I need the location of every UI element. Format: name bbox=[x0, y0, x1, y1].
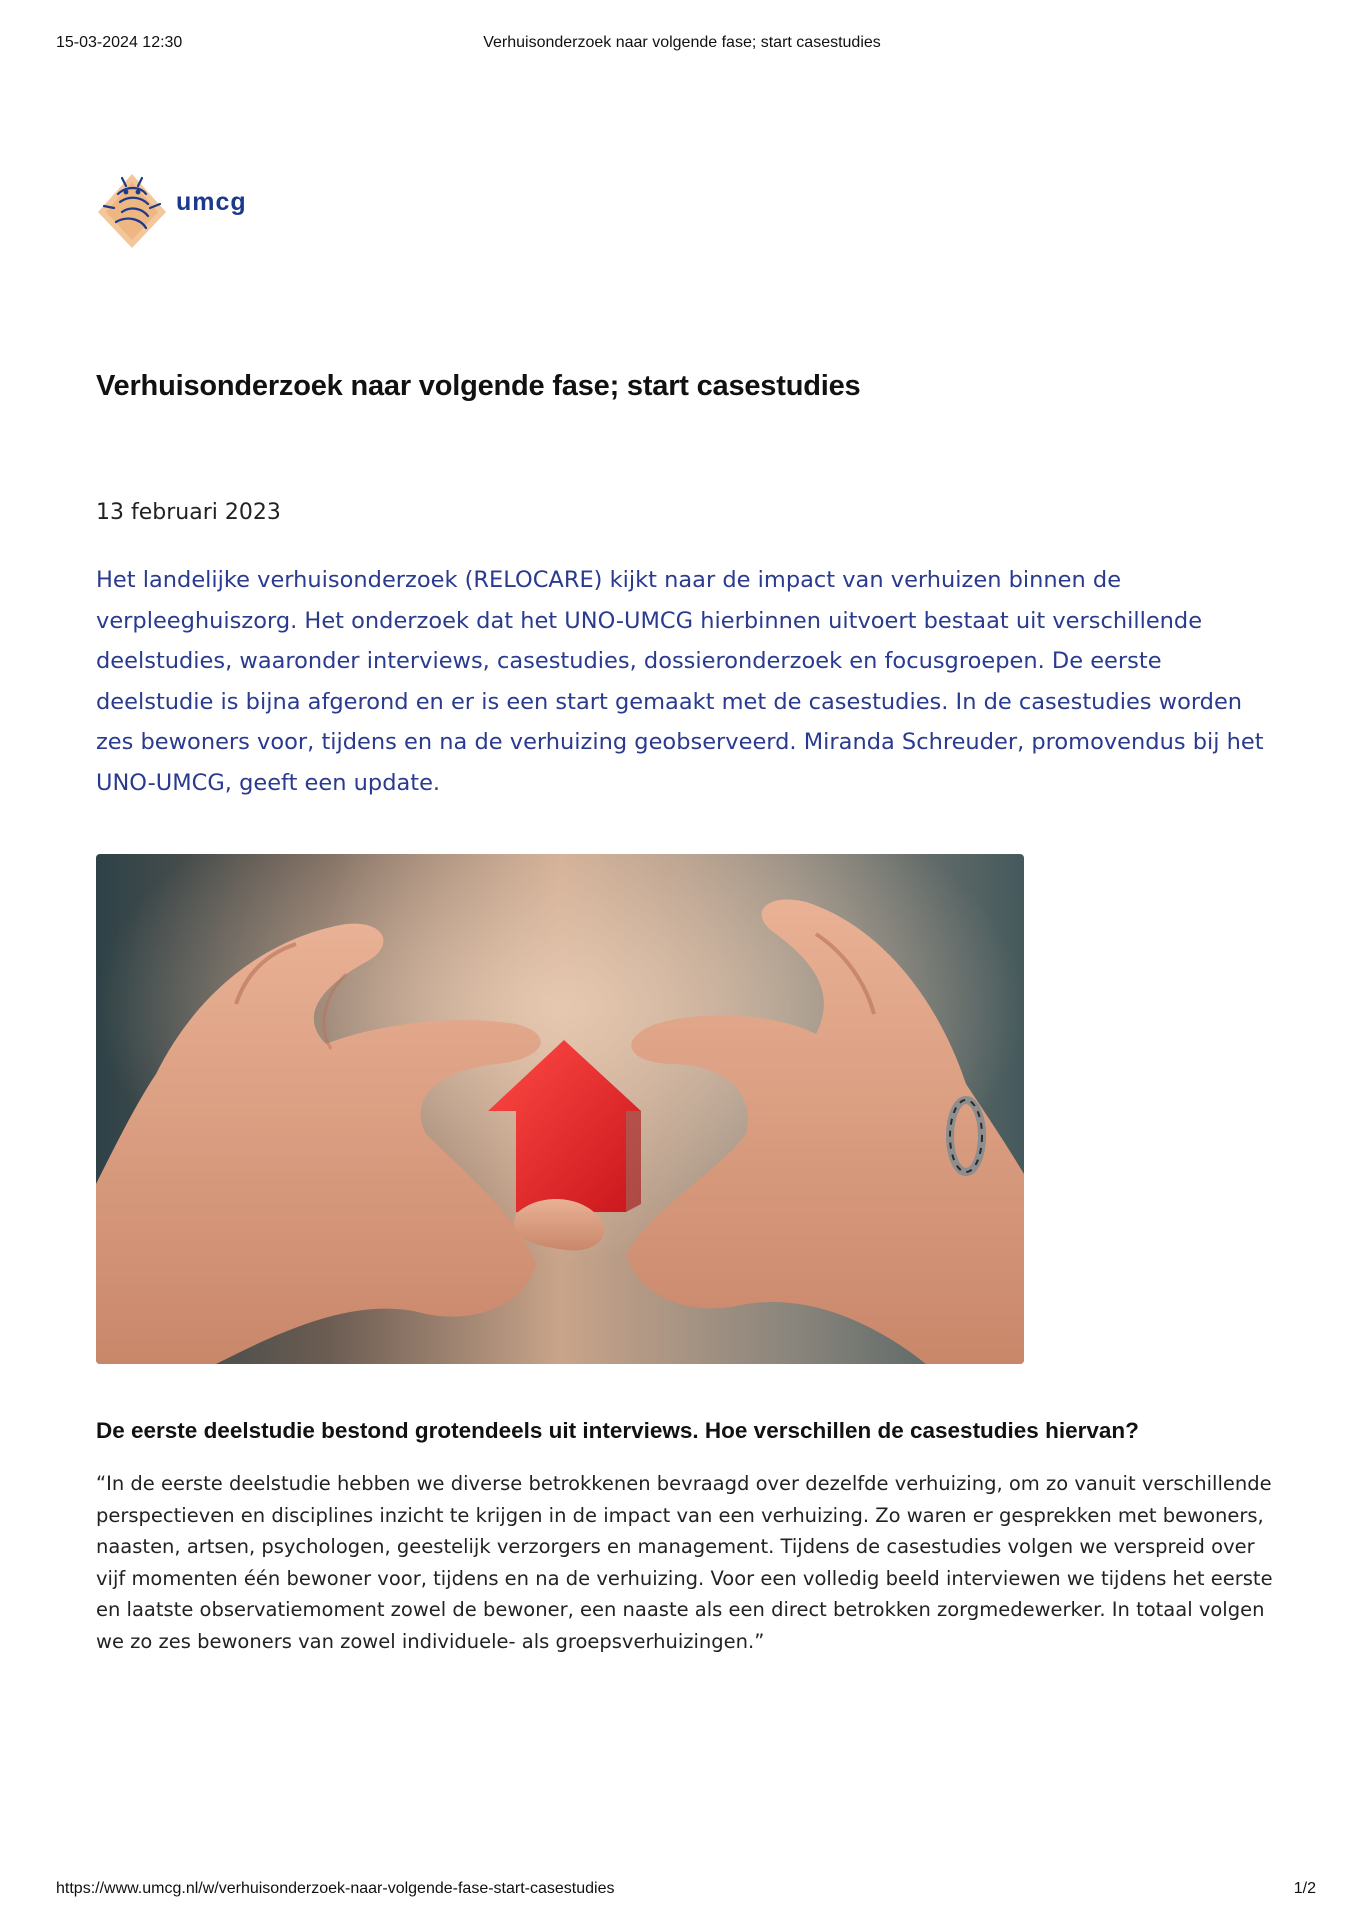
article-intro: Het landelijke verhuisonderzoek (RELOCARE) kijkt naar de impact van verhuizen binnen de verpleeghuiszorg. Het onderzoek dat het UNO-UMCG hierbinnen uitvoert bestaat uit verschillende deelstudies, waaronder interviews, casestudies, dossieronderzoek en focusgroepen. De eerste deelstudie is bijna afgerond en er is een start gemaakt met de casestudies. In de casestudies worden zes bewoners voor, tijdens en na de verhuizing geobserveerd. Miranda Schreuder, promovendus bij het UNO-UMCG, geeft een update. bbox=[96, 567, 1264, 796]
print-page-number: 1/2 bbox=[1293, 1880, 1316, 1897]
article-photo bbox=[96, 854, 1024, 1364]
umcg-logo[interactable] bbox=[96, 172, 266, 250]
frog-logo-icon bbox=[96, 172, 168, 250]
interview-question: De eerste deelstudie bestond grotendeels uit interviews. Hoe verschillen de casestudies hiervan? bbox=[96, 1418, 1139, 1443]
interview-answer: “In de eerste deelstudie hebben we diverse betrokkenen bevraagd over dezelfde verhuizing, om zo vanuit verschillende perspectieven en disciplines inzicht te krijgen in de impact van een verhuizing. Zo waren er gesprekken met bewoners, naasten, artsen, psychologen, geestelijk verzorgers en management. Tijdens de casestudies volgen we verspreid over vijf momenten één bewoner voor, tijdens en na de verhuizing. Voor een volledig beeld interviewen we tijdens het eerste en laatste observatiemoment zowel de bewoner, een naaste als een direct betrokken zorgmedewerker. In totaal volgen we zo zes bewoners van zowel individuele- als groepsverhuizingen.” bbox=[96, 1472, 1273, 1653]
print-url[interactable]: https://www.umcg.nl/w/verhuisonderzoek-naar-volgende-fase-start-casestudies bbox=[56, 1880, 615, 1897]
print-datetime: 15-03-2024 12:30 bbox=[56, 34, 183, 51]
article-title: Verhuisonderzoek naar volgende fase; start casestudies bbox=[96, 370, 861, 402]
logo-text: umcg bbox=[176, 188, 247, 216]
article-date: 13 februari 2023 bbox=[96, 500, 281, 525]
print-title: Verhuisonderzoek naar volgende fase; start casestudies bbox=[483, 34, 881, 51]
hands-holding-house-image bbox=[96, 854, 1024, 1364]
